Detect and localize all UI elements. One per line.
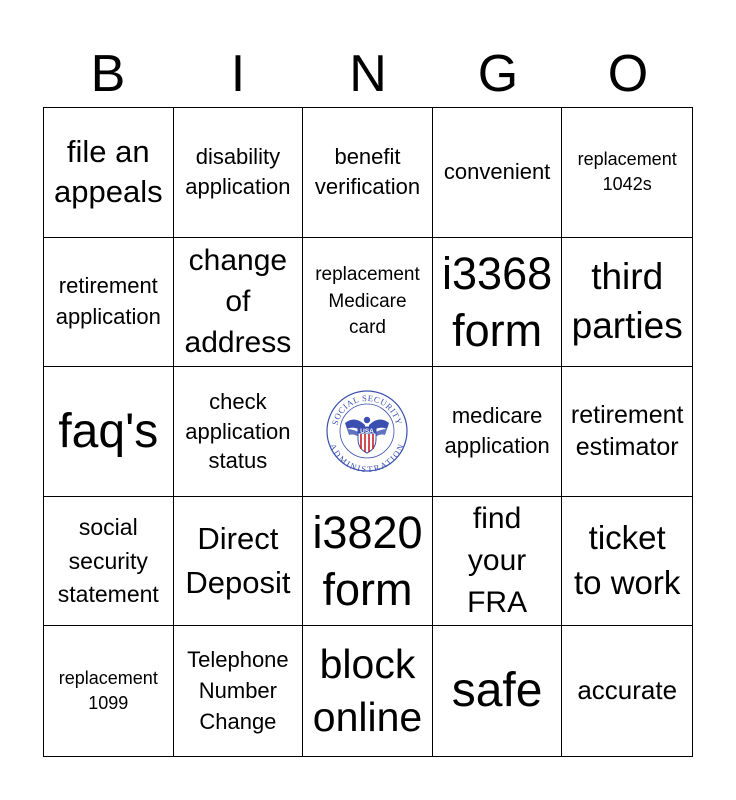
cell-text-line: form (452, 304, 543, 356)
cell-text (574, 516, 680, 606)
cell-text-line: parties (571, 304, 683, 346)
cell-text-line: i3368 (442, 247, 553, 299)
header-letter-o: O (607, 45, 649, 103)
cell-text-line: Direct (197, 521, 279, 557)
cell-text (313, 638, 422, 745)
cell-text-line: i3820 (312, 506, 423, 558)
cell-text-line: verification (314, 174, 421, 200)
bingo-cell-r1c5[interactable] (562, 108, 692, 238)
cell-text-line: change (188, 244, 288, 278)
cell-text-line: safe (451, 664, 543, 718)
bingo-cell-r3c2[interactable] (174, 367, 304, 497)
header-letter-b: B (90, 45, 126, 103)
bingo-cell-r4c2[interactable] (174, 497, 304, 627)
bingo-cell-r5c4[interactable] (433, 626, 563, 756)
cell-text (578, 147, 677, 197)
cell-text (577, 674, 677, 708)
cell-text-line: card (349, 317, 386, 339)
bingo-cell-r3c4[interactable] (433, 367, 563, 497)
cell-text-line: form (322, 564, 413, 616)
bingo-cell-r2c2[interactable] (174, 238, 304, 368)
cell-text (445, 401, 550, 463)
cell-text (185, 142, 290, 202)
bingo-cell-r5c1[interactable] (44, 626, 174, 756)
cell-text (571, 399, 684, 464)
bingo-cell-r1c4[interactable] (433, 108, 563, 238)
bingo-free-space[interactable] (303, 367, 433, 497)
cell-text-line: 1099 (88, 693, 129, 714)
cell-text-line: retirement (570, 400, 684, 429)
cell-text (59, 666, 158, 716)
seal-top-text: SOCIAL SECURITY (330, 393, 405, 427)
bingo-cell-r3c1[interactable] (44, 367, 174, 497)
cell-text-line: retirement (58, 273, 158, 299)
cell-text-line: FRA (467, 586, 528, 620)
bingo-cell-r5c2[interactable] (174, 626, 304, 756)
cell-text (444, 158, 550, 187)
cell-text-line: check (209, 388, 267, 414)
cell-text (185, 240, 292, 363)
bingo-cell-r4c3[interactable] (303, 497, 433, 627)
cell-text-line: third (591, 256, 664, 298)
cell-text-line: your (467, 544, 527, 578)
cell-text-line: statement (57, 580, 159, 607)
cell-text-line: application (185, 174, 291, 200)
bingo-cell-r2c3[interactable] (303, 238, 433, 368)
cell-text (315, 262, 420, 342)
cell-text (58, 511, 159, 610)
cell-text-line: replacement (315, 264, 420, 285)
cell-text (312, 504, 422, 618)
cell-text (56, 271, 161, 333)
header-letter-g: G (477, 45, 519, 103)
cell-text-line: to work (574, 564, 681, 602)
cell-text-line: replacement (577, 149, 677, 170)
cell-text-line: of (225, 285, 251, 319)
cell-text-line: disability (195, 144, 281, 170)
bingo-cell-r4c1[interactable] (44, 497, 174, 627)
bingo-cell-r4c4[interactable] (433, 497, 563, 627)
bingo-header (43, 42, 693, 106)
cell-text-line: application (185, 418, 291, 444)
cell-text-line: application (444, 433, 550, 459)
cell-text (442, 245, 552, 359)
cell-text (185, 517, 290, 605)
header-letter-n: N (349, 45, 387, 103)
header-letter-i: I (230, 45, 246, 103)
cell-text-line: Deposit (185, 565, 291, 601)
cell-text (187, 645, 289, 737)
cell-text (54, 132, 163, 213)
bingo-cell-r1c3[interactable] (303, 108, 433, 238)
bingo-cell-r2c4[interactable] (433, 238, 563, 368)
cell-text (452, 662, 543, 720)
cell-text-line: application (55, 303, 161, 329)
cell-text (58, 403, 158, 461)
cell-text-line: Change (199, 708, 277, 734)
bingo-cell-r1c1[interactable] (44, 108, 174, 238)
seal-bottom-text: ADMINISTRATION (328, 442, 407, 474)
cell-text (185, 387, 290, 477)
cell-text-line: appeals (54, 174, 163, 210)
cell-text-line: 1042s (602, 174, 652, 195)
bingo-cell-r1c2[interactable] (174, 108, 304, 238)
cell-text-line: replacement (58, 668, 158, 688)
cell-text-line: file an (66, 134, 150, 169)
bingo-cell-r5c3[interactable] (303, 626, 433, 756)
cell-text (572, 253, 683, 351)
cell-text-line: convenient (443, 159, 551, 184)
cell-text-line: social (78, 514, 138, 541)
cell-text-line: estimator (575, 433, 679, 462)
cell-text-line: medicare (451, 402, 543, 428)
cell-text-line: accurate (577, 675, 678, 706)
bingo-cell-r5c5[interactable] (562, 626, 692, 756)
cell-text-line: status (208, 448, 268, 474)
cell-text-line: find (472, 502, 522, 536)
cell-text-line: online (312, 694, 423, 741)
cell-text-line: benefit (334, 144, 401, 170)
cell-text (467, 498, 527, 624)
cell-text-line: address (184, 326, 292, 360)
cell-text-line: security (68, 547, 148, 574)
bingo-board (43, 107, 693, 757)
cell-text-line: Medicare (328, 290, 407, 312)
ssa-seal-icon (325, 389, 409, 473)
cell-text-line: block (319, 640, 416, 687)
cell-text-line: Telephone (187, 647, 289, 672)
cell-text (315, 142, 420, 202)
cell-text-line: Number (198, 677, 277, 703)
bingo-cell-r2c1[interactable] (44, 238, 174, 368)
cell-text-line: ticket (588, 519, 666, 557)
bingo-cell-r2c5[interactable] (562, 238, 692, 368)
bingo-cell-r3c5[interactable] (562, 367, 692, 497)
cell-text-line: faq's (58, 404, 159, 458)
bingo-cell-r4c5[interactable] (562, 497, 692, 627)
seal-center-text: USA (360, 428, 375, 436)
